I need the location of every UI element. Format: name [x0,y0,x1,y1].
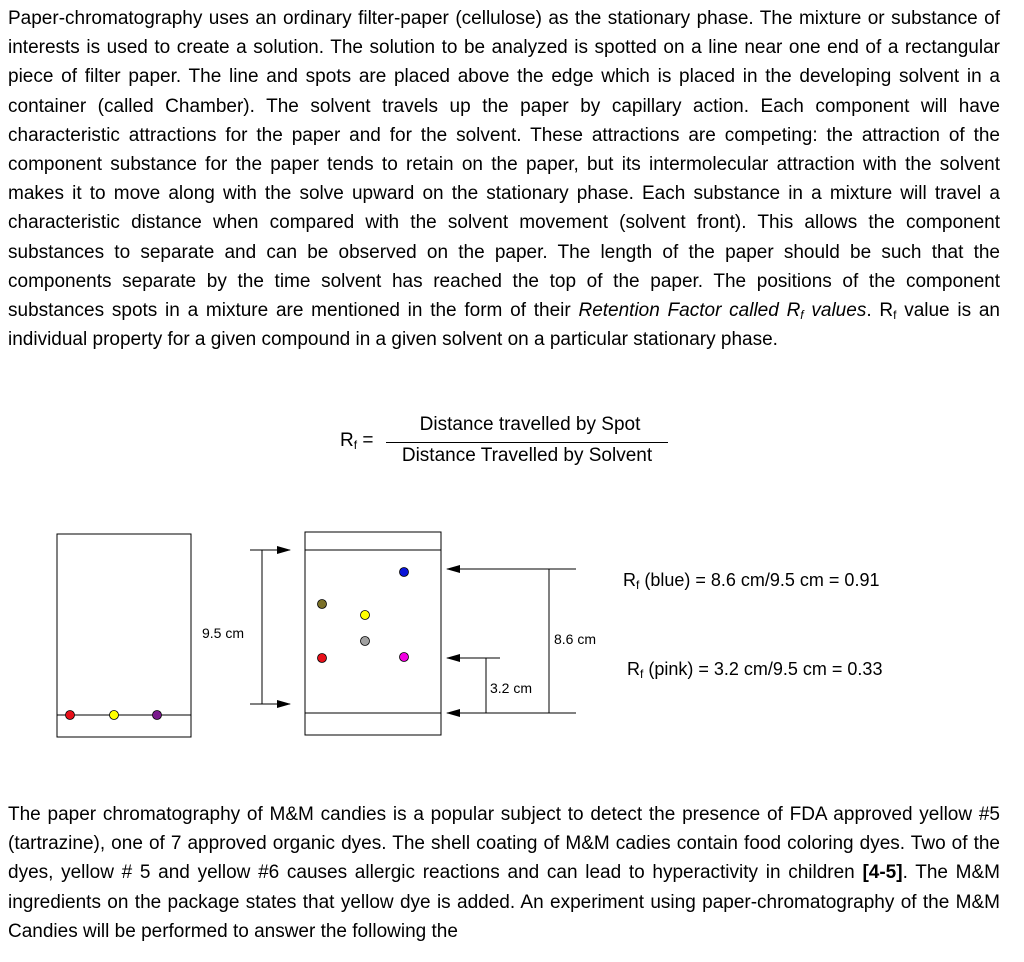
label-9-5-cm: 9.5 cm [202,625,245,641]
spot-yellow [361,611,370,620]
rf-blue-equation: (blue) = 8.6 cm/9.5 cm = 0.91 [639,570,880,590]
spot-magenta [400,653,409,662]
paper-before [57,534,191,737]
reference-citation: [4-5] [862,862,903,884]
label-3-2-cm: 3.2 cm [490,680,533,696]
fraction-bar [386,442,668,443]
spot-red-start [66,711,75,720]
spot-olive [318,600,327,609]
rf-blue-result [623,570,879,591]
intro-text: Paper-chromatography uses an ordinary filter-paper (cellulose) as the stationary phase. The mixture or substance of interests is used to create a solution. The solution to be analyzed is spotted on a line near one end of a rectangular piece of filter paper. The line and spots are placed above the edge which is placed in the developing solvent in a container (called Chamber). The solvent travels up the paper by capillary action. Each component will have characteristic attractions for the paper and for the solvent. These attractions are competing: the attraction of the component substance for the paper tends to retain on the paper, but its intermolecular attraction with the solvent makes it to move along with the solve upward on the stationary phase. Each substance in a mixture will travel a characteristic distance when compared with the solvent movement (solvent front). This allows the component substances to separate and can be observed on the paper. The length of the paper should be such that the components separate by the time solvent has reached the top of the paper. The positions of the component substances spots in a mixture are mentioned in the form of their [8,8,1000,322]
spot-gray [361,637,370,646]
formula-denominator: Distance Travelled by Solvent [401,445,653,466]
label-8-6-cm: 8.6 cm [554,631,597,647]
intro-text-end: value is an individual property for a given compound in a given solvent on a particular stationary phase. [8,300,1000,351]
closing-text: The paper chromatography of M&M candies is a popular subject to detect the presence of FDA approved yellow #5 (tartrazine), one of 7 approved organic dyes. The shell coating of M&M cadies contain food coloring dyes. Two of the dyes, yellow # 5 and yellow #6 causes allergic reactions and can lead to hyperactivity in children [8,804,1000,884]
rf-symbol: . R [866,300,894,322]
rf-pink-equation: (pink) = 3.2 cm/9.5 cm = 0.33 [643,659,883,679]
formula-r: R [340,430,354,451]
closing-paragraph [8,800,1000,946]
rf-blue-sub: f [636,578,640,592]
formula-equals: = [357,430,374,451]
rf-pink-symbol: R [627,659,640,679]
closing-text-end: . The M&M ingredients on the package states that yellow dye is added. An experiment using paper-chromatography of the M&M Candies will be performed to answer the following the [8,862,1000,942]
retention-factor-label: Retention Factor called R [578,300,801,322]
rf-blue-symbol: R [623,570,636,590]
spot-blue [400,568,409,577]
retention-values-label: values [803,300,867,322]
formula-numerator: Distance travelled by Spot [419,414,641,435]
intro-paragraph [8,4,1000,354]
formula-sub: f [353,438,358,452]
rf-subscript: f [800,308,804,323]
rf-subscript-2: f [893,308,897,323]
chromatography-diagram [0,520,1024,750]
retention-factor-italic [578,300,866,321]
paper-developed [305,532,441,735]
formula-lhs [340,430,373,452]
spot-yellow-start [110,711,119,720]
rf-pink-sub: f [640,667,644,681]
rf-pink-result [627,659,882,680]
spot-red [318,654,327,663]
spot-purple-start [153,711,162,720]
rf-formula [340,412,680,472]
